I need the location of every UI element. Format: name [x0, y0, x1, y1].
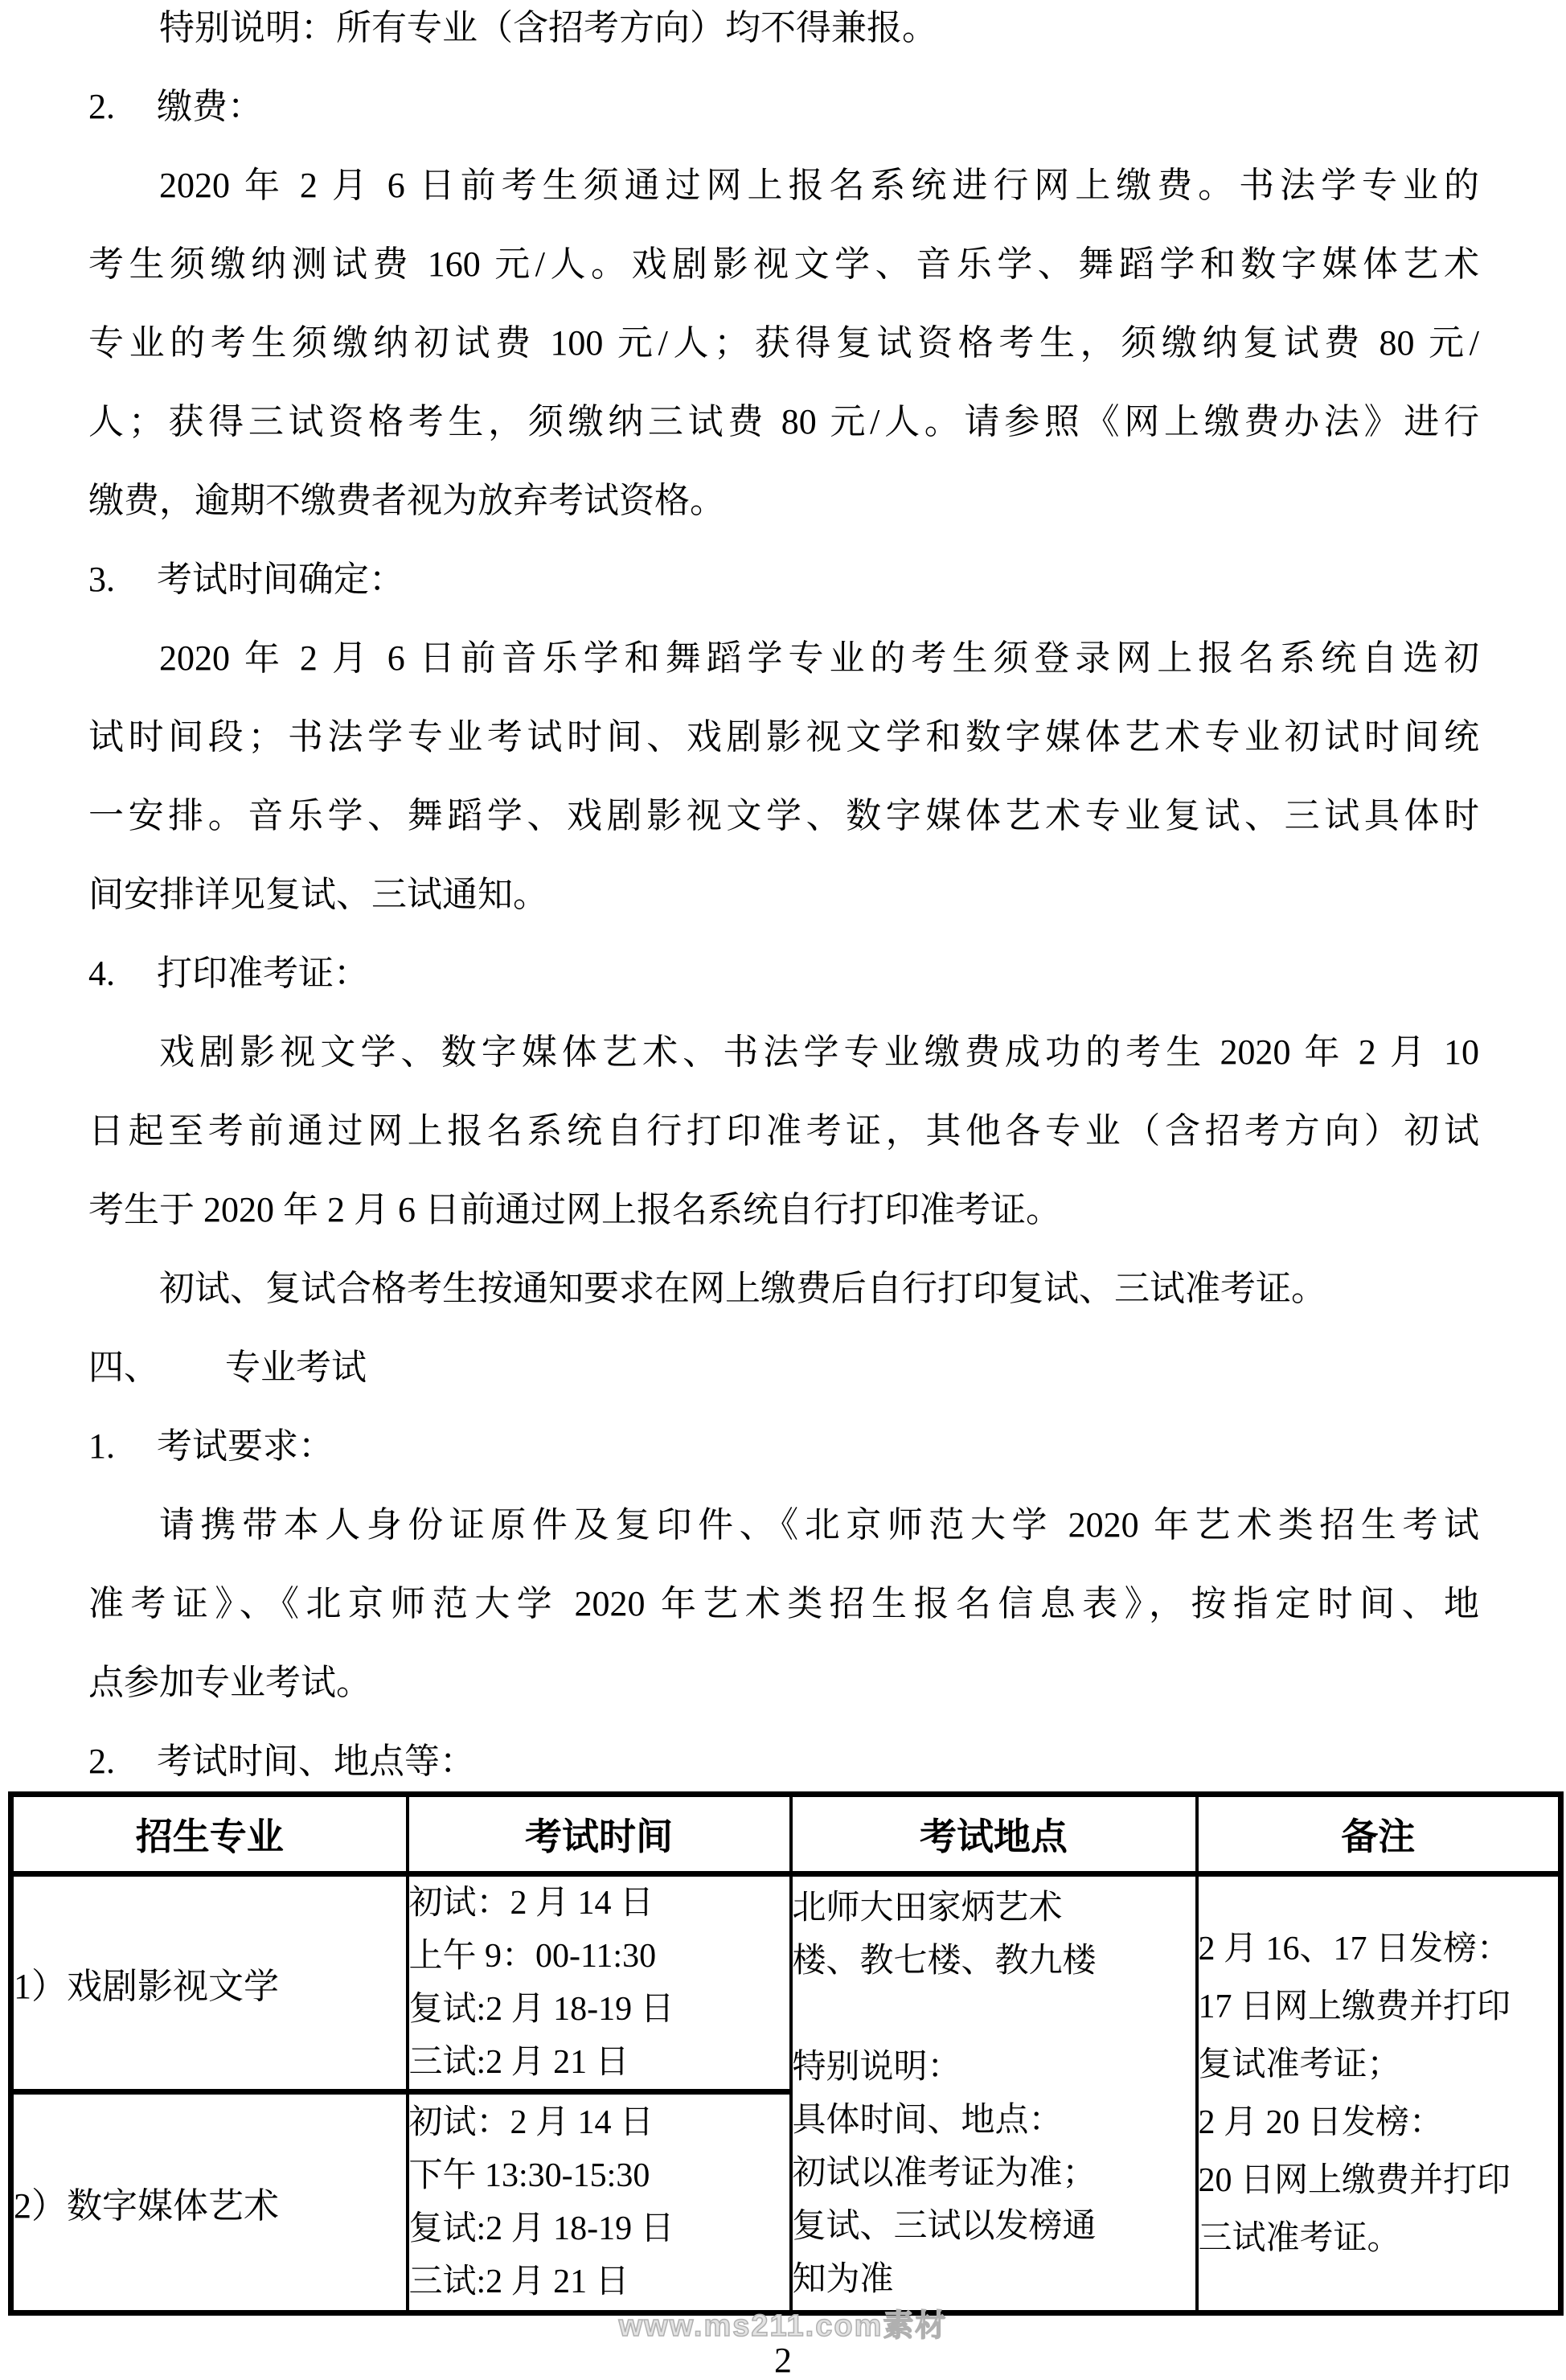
header-exam-location: 考试地点 [791, 1795, 1197, 1874]
fee-paragraph-line: 2020 年 2 月 6 日前考生须通过网上报名系统进行网上缴费。书法学专业的 [159, 166, 1479, 205]
heading-print-ticket-label: 打印准考证： [157, 954, 369, 993]
time-line: 初试：2 月 14 日 [408, 1885, 654, 1922]
heading-print-ticket-number: 4. [88, 954, 115, 993]
cell-major-digital-media: 2）数字媒体艺术 [11, 2092, 408, 2313]
time-paragraph-line: 间安排详见复试、三试通知。 [88, 875, 548, 914]
time-line: 复试:2 月 18-19 日 [408, 1991, 674, 2028]
requirements-paragraph-line: 点参加专业考试。 [88, 1663, 371, 1702]
heading-section-four [88, 1328, 1479, 1407]
time-line: 上午 9：00-11:30 [408, 1938, 657, 1975]
location-line: 知为准 [792, 2260, 894, 2298]
remark-line: 2 月 20 日发榜： [1198, 2103, 1444, 2141]
fee-paragraph-line: 专业的考生须缴纳初试费 100 元/人；获得复试资格考生，须缴纳复试费 80 元/ [88, 323, 1479, 363]
heading-exam-time-label: 考试时间确定： [157, 560, 404, 599]
remark-line: 复试准考证； [1198, 2046, 1401, 2083]
watermark-text: www.ms211.com素材 [618, 2309, 948, 2343]
location-line: 具体时间、地点： [792, 2101, 1063, 2139]
time-paragraph-line: 2020 年 2 月 6 日前音乐学和舞蹈学专业的考生须登录网上报名系统自选初 [159, 638, 1479, 678]
cell-remarks [1197, 1874, 1561, 2313]
location-line [793, 1988, 1195, 2041]
time-paragraph-line: 一安排。音乐学、舞蹈学、戏剧影视文学、数字媒体艺术专业复试、三试具体时 [88, 796, 1479, 835]
location-line: 复试、三试以发榜通 [792, 2207, 1097, 2245]
table-header-row [11, 1795, 1561, 1874]
location-line: 北师大田家炳艺术 [792, 1889, 1063, 1927]
heading-section-four-label: 专业考试 [225, 1348, 367, 1387]
fee-paragraph-line: 缴费，逾期不缴费者视为放弃考试资格。 [88, 481, 725, 520]
location-line: 初试以准考证为准； [792, 2154, 1097, 2192]
cell-time-digital-media [408, 2092, 791, 2313]
heading-section-four-number: 四、 [88, 1348, 159, 1387]
heading-exam-requirements-number: 1. [88, 1426, 115, 1466]
heading-schedule [88, 1722, 1479, 1801]
special-note-line: 特别说明：所有专业（含招考方向）均不得兼报。 [159, 8, 937, 47]
table-row-drama [11, 1874, 1561, 2092]
page-number: 2 [774, 2341, 792, 2380]
fee-paragraph-line: 人；获得三试资格考生，须缴纳三试费 80 元/人。请参照《网上缴费办法》进行 [88, 402, 1479, 441]
header-remarks: 备注 [1197, 1795, 1561, 1874]
page-footer [0, 2311, 1566, 2378]
time-line: 下午 13:30-15:30 [408, 2157, 650, 2194]
heading-schedule-number: 2. [88, 1742, 115, 1781]
print-paragraph-line: 日起至考前通过网上报名系统自行打印准考证，其他各专业（含招考方向）初试 [88, 1111, 1479, 1151]
header-exam-time: 考试时间 [408, 1795, 791, 1874]
print-paragraph-line: 考生于 2020 年 2 月 6 日前通过网上报名系统自行打印准考证。 [88, 1190, 1061, 1229]
remark-line: 2 月 16、17 日发榜： [1198, 1930, 1511, 1968]
requirements-paragraph-line: 请携带本人身份证原件及复印件、《北京师范大学 2020 年艺术类招生考试 [159, 1505, 1479, 1545]
heading-schedule-label: 考试时间、地点等： [157, 1742, 475, 1781]
location-line: 楼、教七楼、教九楼 [792, 1942, 1097, 1980]
heading-exam-requirements [88, 1407, 1479, 1486]
heading-fee-number: 2. [88, 87, 115, 126]
heading-exam-time-number: 3. [88, 560, 115, 599]
heading-fee [88, 68, 1479, 146]
exam-schedule-table [8, 1791, 1564, 2316]
cell-major-drama: 1）戏剧影视文学 [11, 1874, 408, 2092]
time-line: 三试:2 月 21 日 [408, 2044, 629, 2081]
remark-line: 20 日网上缴费并打印 [1198, 2161, 1511, 2199]
time-line: 初试：2 月 14 日 [408, 2104, 654, 2141]
time-line: 三试:2 月 21 日 [408, 2263, 629, 2300]
print-extra-line: 初试、复试合格考生按通知要求在网上缴费后自行打印复试、三试准考证。 [159, 1269, 1326, 1308]
header-major: 招生专业 [11, 1795, 408, 1874]
cell-location [791, 1874, 1197, 2313]
time-paragraph-line: 试时间段；书法学专业考试时间、戏剧影视文学和数字媒体艺术专业初试时间统 [88, 717, 1479, 757]
heading-exam-time [88, 540, 1479, 619]
cell-time-drama [408, 1874, 791, 2092]
location-line: 特别说明： [792, 2048, 961, 2086]
remark-line: 三试准考证。 [1198, 2219, 1401, 2257]
heading-fee-label: 缴费： [157, 87, 263, 126]
requirements-paragraph-line: 准考证》、《北京师范大学 2020 年艺术类招生报名信息表》，按指定时间、地 [88, 1584, 1479, 1623]
remark-line: 17 日网上缴费并打印 [1198, 1988, 1511, 2025]
print-paragraph-line: 戏剧影视文学、数字媒体艺术、书法学专业缴费成功的考生 2020 年 2 月 10 [159, 1032, 1479, 1072]
time-line: 复试:2 月 18-19 日 [408, 2210, 674, 2247]
fee-paragraph-line: 考生须缴纳测试费 160 元/人。戏剧影视文学、音乐学、舞蹈学和数字媒体艺术 [88, 244, 1479, 284]
heading-exam-requirements-label: 考试要求： [157, 1426, 334, 1466]
heading-print-ticket [88, 934, 1479, 1013]
